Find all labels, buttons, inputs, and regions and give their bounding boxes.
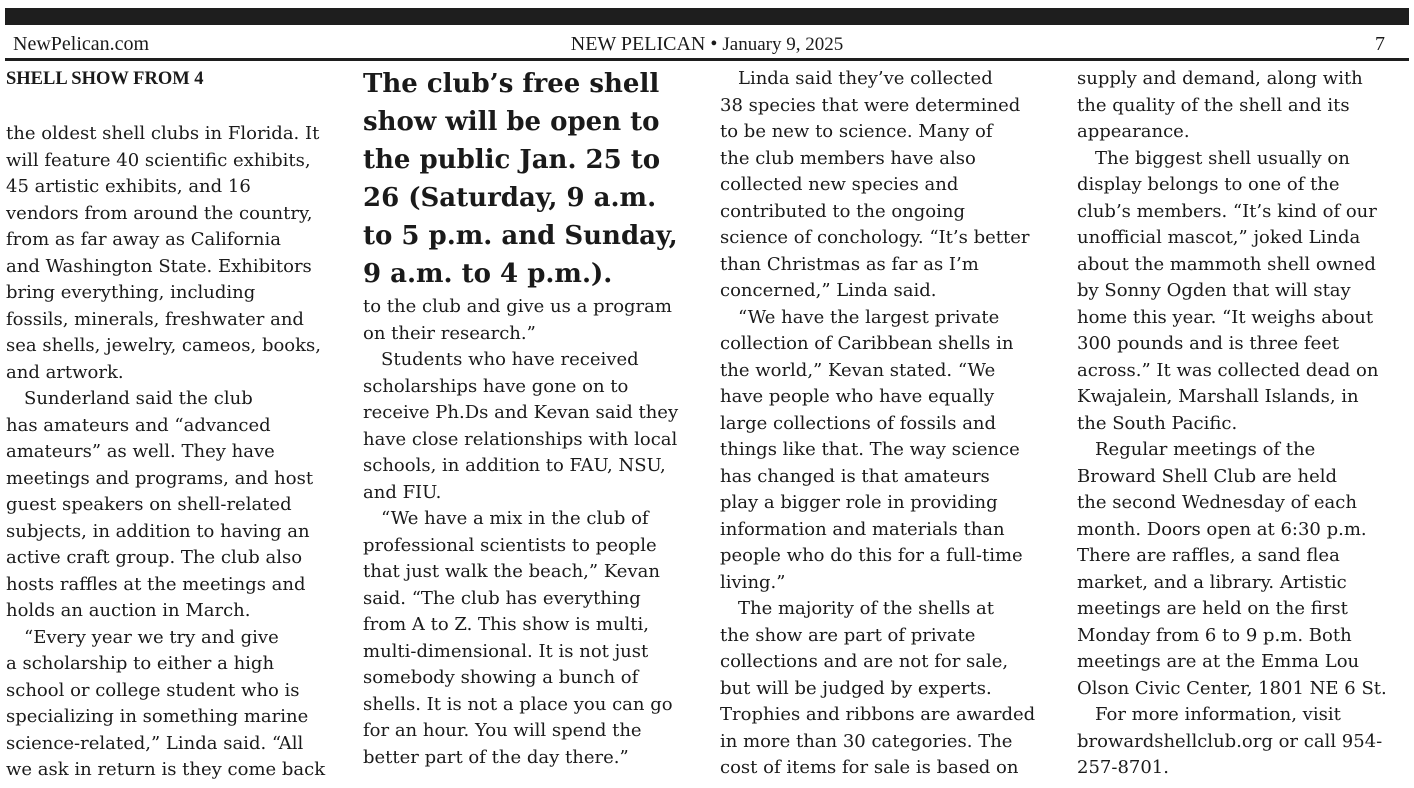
article-text-line: concerned,” Linda said. — [720, 280, 937, 301]
article-text-line: have close relationships with local — [363, 428, 678, 450]
article-text-line: meetings are held on the first — [1077, 598, 1348, 619]
paper-title — [5, 31, 1409, 58]
article-text-line: Monday from 6 to 9 p.m. Both — [1077, 624, 1352, 646]
article-text-line: unofficial mascot,” joked Linda — [1077, 227, 1361, 248]
article-text-line: for an hour. You will spend the — [363, 720, 642, 741]
article-text-line: 300 pounds and is three feet — [1077, 333, 1340, 354]
article-text-line: shells. It is not a place you can go — [363, 693, 673, 715]
article-text-line: has amateurs and “advanced — [6, 414, 271, 436]
article-text-line: across.” It was collected dead on — [1077, 359, 1379, 381]
article-text-line: receive Ph.Ds and Kevan said they — [363, 402, 679, 423]
article-text-line: has changed is that amateurs — [720, 465, 990, 487]
article-text-line: The biggest shell usually on — [1095, 147, 1350, 169]
article-text-line: people who do this for a full-time — [720, 545, 1023, 566]
jump-headline: SHELL SHOW FROM 4 — [6, 69, 204, 89]
column-2-text — [363, 294, 703, 771]
article-text-line: fossils, minerals, freshwater and — [6, 308, 304, 330]
column-1 — [6, 66, 346, 784]
article-text-line: amateurs” as well. They have — [6, 441, 275, 462]
article-text-line: Trophies and ribbons are awarded — [720, 704, 1036, 725]
article-text-line: collection of Caribbean shells in — [720, 333, 1014, 354]
article-text-line: 45 artistic exhibits, and 16 — [6, 176, 251, 197]
article-text-line: contributed to the ongoing — [720, 200, 966, 222]
article-text-line: professional scientists to people — [363, 534, 657, 556]
article-text-line: collections and are not for sale, — [720, 651, 1009, 672]
article-text-line: somebody showing a bunch of — [363, 667, 639, 688]
pull-quote-line: 26 (Saturday, 9 a.m. — [363, 183, 657, 213]
article-text-line: “We have a mix in the club of — [381, 508, 649, 529]
article-text-line: month. Doors open at 6:30 p.m. — [1077, 518, 1367, 540]
article-text-line: home this year. “It weighs about — [1077, 306, 1374, 328]
article-text-line: than Christmas as far as I’m — [720, 253, 979, 275]
article-text-line: specializing in something marine — [6, 706, 309, 727]
article-text-line: to the club and give us a program — [363, 296, 672, 317]
article-text-line: and FIU. — [363, 481, 442, 503]
article-text-line: that just walk the beach,” Kevan — [363, 561, 660, 582]
article-text-line: club’s members. “It’s kind of our — [1077, 200, 1377, 222]
article-text-line: the show are part of private — [720, 624, 976, 646]
article-text-line: collected new species and — [720, 174, 959, 195]
article-text-line: information and materials than — [720, 518, 1005, 540]
article-text-line: Students who have received — [381, 349, 639, 370]
article-text-line: “We have the largest private — [738, 306, 1000, 328]
masthead-top-bar — [5, 8, 1409, 25]
article-text-line: The majority of the shells at — [738, 598, 995, 619]
article-text-line: multi-dimensional. It is not just — [363, 640, 649, 662]
article-text-line: in more than 30 categories. The — [720, 730, 1013, 752]
page-number: 7 — [1375, 33, 1385, 55]
article-text-line: cost of items for sale is based on — [720, 757, 1019, 778]
article-text-line: by Sonny Ogden that will stay — [1077, 280, 1351, 301]
article-text-line: large collections of fossils and — [720, 412, 997, 434]
article-text-line: living.” — [720, 571, 786, 593]
article-text-line: better part of the day there.” — [363, 746, 629, 768]
column-4 — [1077, 66, 1407, 782]
article-text-line: subjects, in addition to having an — [6, 520, 310, 542]
article-text-line: about the mammoth shell owned — [1077, 253, 1376, 275]
article-text-line: supply and demand, along with — [1077, 68, 1363, 89]
article-text-line: 257-8701. — [1077, 757, 1169, 778]
article-text-line: “Every year we try and give — [24, 626, 279, 648]
site-name: NewPelican.com — [13, 33, 150, 55]
article-text-line: the quality of the shell and its — [1077, 94, 1350, 116]
column-1-text — [6, 121, 346, 784]
article-text-line: the second Wednesday of each — [1077, 492, 1357, 513]
article-text-line: science-related,” Linda said. “All — [6, 732, 304, 754]
pull-quote-line: 9 a.m. to 4 p.m.). — [363, 259, 613, 289]
article-text-line: to be new to science. Many of — [720, 121, 993, 142]
article-text-line: holds an auction in March. — [6, 600, 251, 621]
article-text-line: play a bigger role in providing — [720, 492, 998, 513]
article-text-line: market, and a library. Artistic — [1077, 571, 1347, 593]
article-text-line: on their research.” — [363, 322, 536, 344]
article-text-line: 38 species that were determined — [720, 94, 1021, 116]
article-text-line: guest speakers on shell-related — [6, 494, 292, 515]
pull-quote-line: the public Jan. 25 to — [363, 145, 661, 175]
article-text-line: a scholarship to either a high — [6, 653, 275, 674]
column-2 — [363, 66, 703, 771]
pull-quote-line: show will be open to — [363, 107, 660, 137]
article-text-line: appearance. — [1077, 121, 1190, 142]
column-3 — [720, 66, 1060, 782]
article-text-line: Linda said they’ve collected — [738, 68, 993, 89]
article-text-line: we ask in return is they come back — [6, 759, 326, 780]
article-text-line: things like that. The way science — [720, 439, 1020, 460]
article-text-line: the South Pacific. — [1077, 412, 1238, 434]
column-4-text — [1077, 66, 1407, 782]
article-text-line: said. “The club has everything — [363, 587, 641, 609]
pull-quote — [363, 66, 703, 292]
pull-quote-line: to 5 p.m. and Sunday, — [363, 221, 678, 251]
article-text-line: browardshellclub.org or call 954- — [1077, 730, 1383, 752]
article-text-line: schools, in addition to FAU, NSU, — [363, 455, 666, 476]
article-text-line: bring everything, including — [6, 282, 256, 303]
article-text-line: and Washington State. Exhibitors — [6, 255, 312, 277]
article-text-line: the club members have also — [720, 147, 976, 169]
article-text-line: from as far away as California — [6, 229, 281, 250]
article-text-line: and artwork. — [6, 361, 124, 383]
article-text-line: the world,” Kevan stated. “We — [720, 359, 996, 381]
article-text-line: have people who have equally — [720, 386, 995, 407]
separator-bullet: • — [710, 33, 718, 55]
article-text-line: Broward Shell Club are held — [1077, 465, 1338, 487]
article-text-line: Olson Civic Center, 1801 NE 6 St. — [1077, 677, 1387, 699]
column-3-text — [720, 66, 1060, 782]
article-text-line: the oldest shell clubs in Florida. It — [6, 123, 320, 144]
article-text-line: but will be judged by experts. — [720, 677, 992, 699]
pull-quote-line: The club’s free shell — [363, 69, 660, 99]
article-text-line: sea shells, jewelry, cameos, books, — [6, 335, 322, 356]
article-text-line: active craft group. The club also — [6, 547, 303, 568]
article-text-line: vendors from around the country, — [6, 202, 313, 224]
issue-date: January 9, 2025 — [722, 34, 844, 55]
article-text-line: There are raffles, a sand flea — [1077, 545, 1340, 566]
article-text-line: science of conchology. “It’s better — [720, 227, 1030, 248]
masthead-rule — [5, 58, 1409, 61]
article-text-line: For more information, visit — [1095, 704, 1341, 725]
article-text-line: Kwajalein, Marshall Islands, in — [1077, 386, 1359, 407]
masthead — [5, 31, 1409, 57]
article-text-line: will feature 40 scientific exhibits, — [6, 149, 311, 171]
article-text-line: hosts raffles at the meetings and — [6, 573, 306, 595]
paper-name: NEW PELICAN — [570, 33, 706, 55]
article-text-line: Regular meetings of the — [1095, 439, 1316, 460]
article-text-line: from A to Z. This show is multi, — [363, 614, 649, 635]
article-text-line: meetings are at the Emma Lou — [1077, 651, 1360, 672]
article-text-line: display belongs to one of the — [1077, 174, 1340, 195]
article-text-line: meetings and programs, and host — [6, 467, 314, 489]
article-text-line: school or college student who is — [6, 679, 300, 701]
article-text-line: scholarships have gone on to — [363, 375, 629, 397]
article-text-line: Sunderland said the club — [24, 388, 253, 409]
